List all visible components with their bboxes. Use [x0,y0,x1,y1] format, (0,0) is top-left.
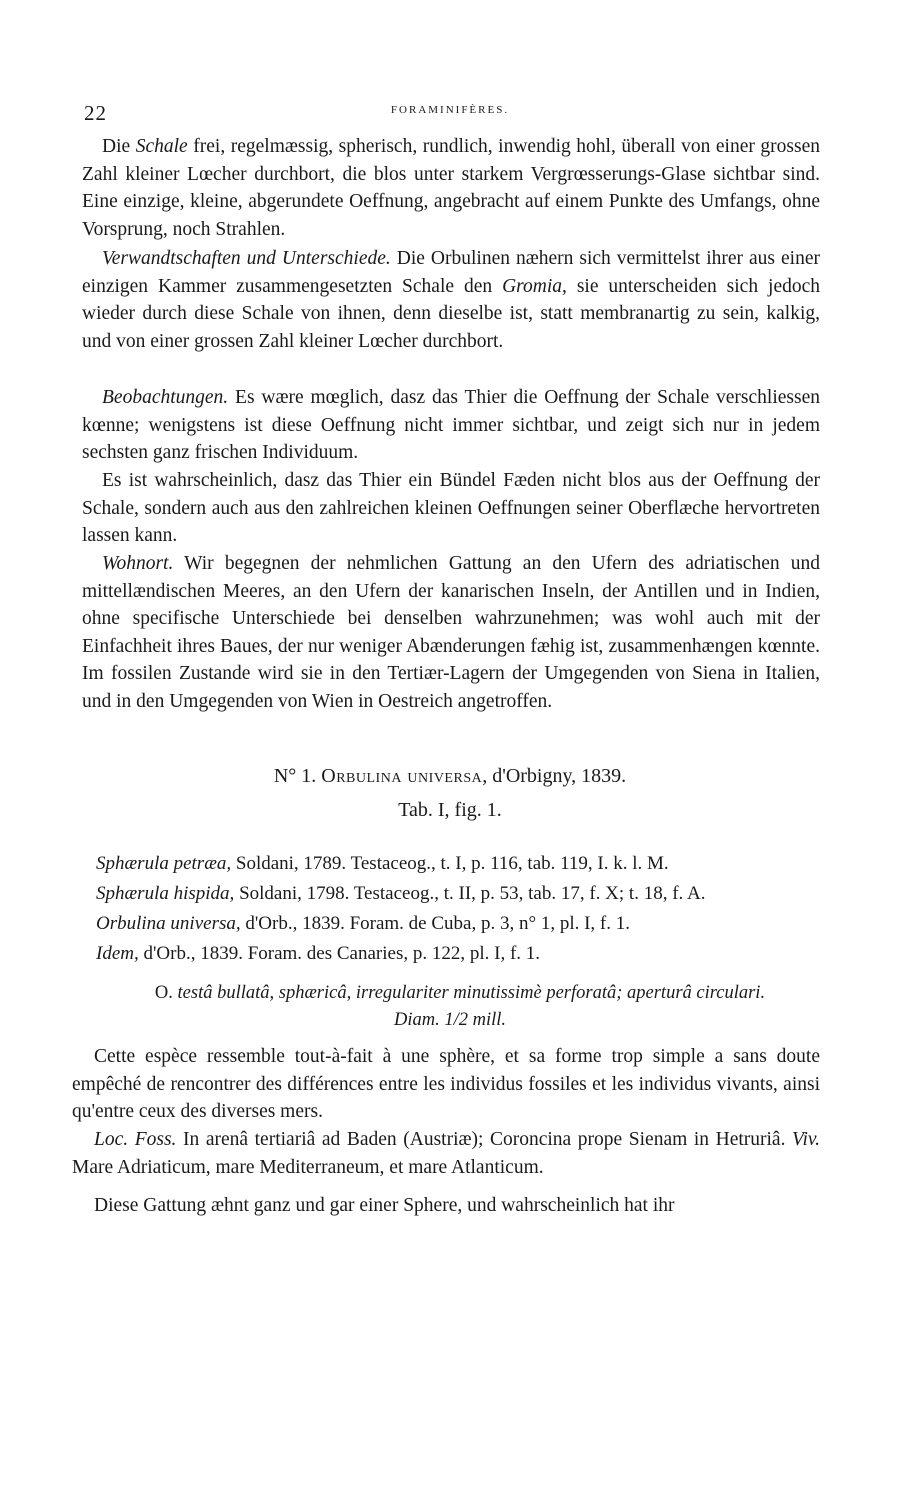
paragraph-german-final [72,1192,820,1220]
section-heading: Beobachtungen. [102,387,229,408]
text: , sie unterscheiden sich jedoch wieder durch diese Schale von ihnen, denn dieselbe ist, statt membranartig zu sein, kalkig, und von einer grossen Zahl kleiner Lœcher durchbort. [82,275,820,352]
locality-label: Loc. Foss. [94,1129,177,1150]
paragraph-relations [82,245,820,355]
citation: d'Orb., 1839. Foram. de Cuba, p. 3, n° 1, pl. I, f. 1. [240,913,631,934]
diagnosis-text: testâ bullatâ, sphæricâ, irregulariter minutissimè perforatâ; aperturâ circulari. [172,983,766,1003]
taxon-name: Sphærula petræa, [96,853,232,874]
species-author: , d'Orbigny, 1839. [482,765,627,787]
text: Es ist wahrscheinlich, dasz das Thier ein Bündel Fæden nicht blos aus der Oeffnung der Schale, sondern auch aus den zahlreichen kleinen Oeffnungen seiner Oberflæche hervortreten lassen kann. [82,470,820,547]
text: Mare Adriaticum, mare Mediterraneum, et mare Atlanticum. [72,1156,544,1178]
synonymy-entry [96,879,836,909]
text: Diese Gattung æhnt ganz und gar einer Sphere, und wahrscheinlich hat ihr [94,1195,675,1216]
plate-reference: Tab. I, fig. 1. [398,799,502,821]
diagnosis-lead: O. [154,983,173,1003]
page-number: 22 [84,101,107,125]
text: Es wære mœglich, dasz das Thier die Oeffnung der Schale verschliessen kœnne; wenigstens ist diese Oeffnung nicht immer sichtbar, und zeigt sich nur in jedem sechsten ganz frischen Individuum. [82,387,820,464]
taxon-name: Idem, [96,943,139,964]
citation: Soldani, 1789. Testaceog., t. I, p. 116, tab. 119, I. k. l. M. [231,853,669,874]
text: In arenâ tertiariâ ad Baden (Austriæ); Coroncina prope Sienam in Hetruriâ. [176,1129,793,1150]
section-heading: Wohnort. [102,553,174,574]
text: Cette espèce ressemble tout-à-fait à une sphère, et sa forme trop simple a sans doute empêché de rencontrer des différences entre les individus fossiles et les individus vivants, ainsi qu'entre ceux des diverses mers. [72,1046,820,1123]
text: Die [102,136,136,157]
genus-name: Gromia [502,275,563,297]
living-label: Viv. [792,1129,820,1150]
synonymy-entry [96,909,836,939]
text: frei, regelmæssig, spherisch, rundlich, inwendig hohl, überall von einer grossen Zahl kleiner Lœcher durchbort, die blos unter starkem Vergrœsserungs-Glase sichtbar sind. Eine einzige, kleine, abgerundete Oeffnung, angebracht auf einem Punkte des Umfangs, ohne Vorsprung, noch Strahlen. [82,136,820,240]
paragraph-habitat [82,550,820,716]
diameter-label: Diam. [393,1010,440,1030]
diameter-value: 1/2 mill. [439,1010,507,1030]
citation: Soldani, 1798. Testaceog., t. II, p. 53, tab. 17, f. X; t. 18, f. A. [234,883,706,904]
text: Wir begegnen der nehmlichen Gattung an den Ufern des adriatischen und mittellændischen Meeres, an den Ufern der kanarischen Inseln, der Antillen und in Indien, ohne specifische Unterschiede bei denselben wahrzunehmen; was wohl auch mit der Einfachheit ihres Baues, der nur weniger Abænderungen fæhig ist, zusammenhængen kœnnte. Im fossilen Zustande wird sie in den Tertiær-Lagern der Umgegenden von Siena in Italien, und in den Umgegenden von Wien in Oestreich angetroffen. [82,553,820,712]
species-title [0,765,900,788]
text: Die Orbulinen næhern sich vermittelst ihrer aus einer einzigen Kammer zusammengesetzten Schale den [82,248,820,297]
paragraph-filaments [82,467,820,550]
paragraph-observations [82,384,820,467]
section-heading: Verwandtschaften und Unterschiede. [102,248,391,269]
species-name: Orbulina universa [321,765,483,787]
paragraph-locality [72,1126,820,1181]
species-number: N° 1. [273,765,317,787]
paragraph-french [72,1043,820,1126]
diagnosis [40,983,880,1004]
synonymy-entry [96,939,836,969]
italic-term: Schale [135,136,188,157]
diameter [0,1010,900,1031]
taxon-name: Sphærula hispida, [96,883,235,904]
synonymy-entry [96,849,836,879]
paragraph-description [82,133,820,243]
taxon-name: Orbulina universa, [96,913,241,934]
synonymy-list [96,849,836,969]
citation: d'Orb., 1839. Foram. des Canaries, p. 122, pl. I, f. 1. [138,943,541,964]
running-title: FORAMINIFÈRES. [390,104,510,116]
